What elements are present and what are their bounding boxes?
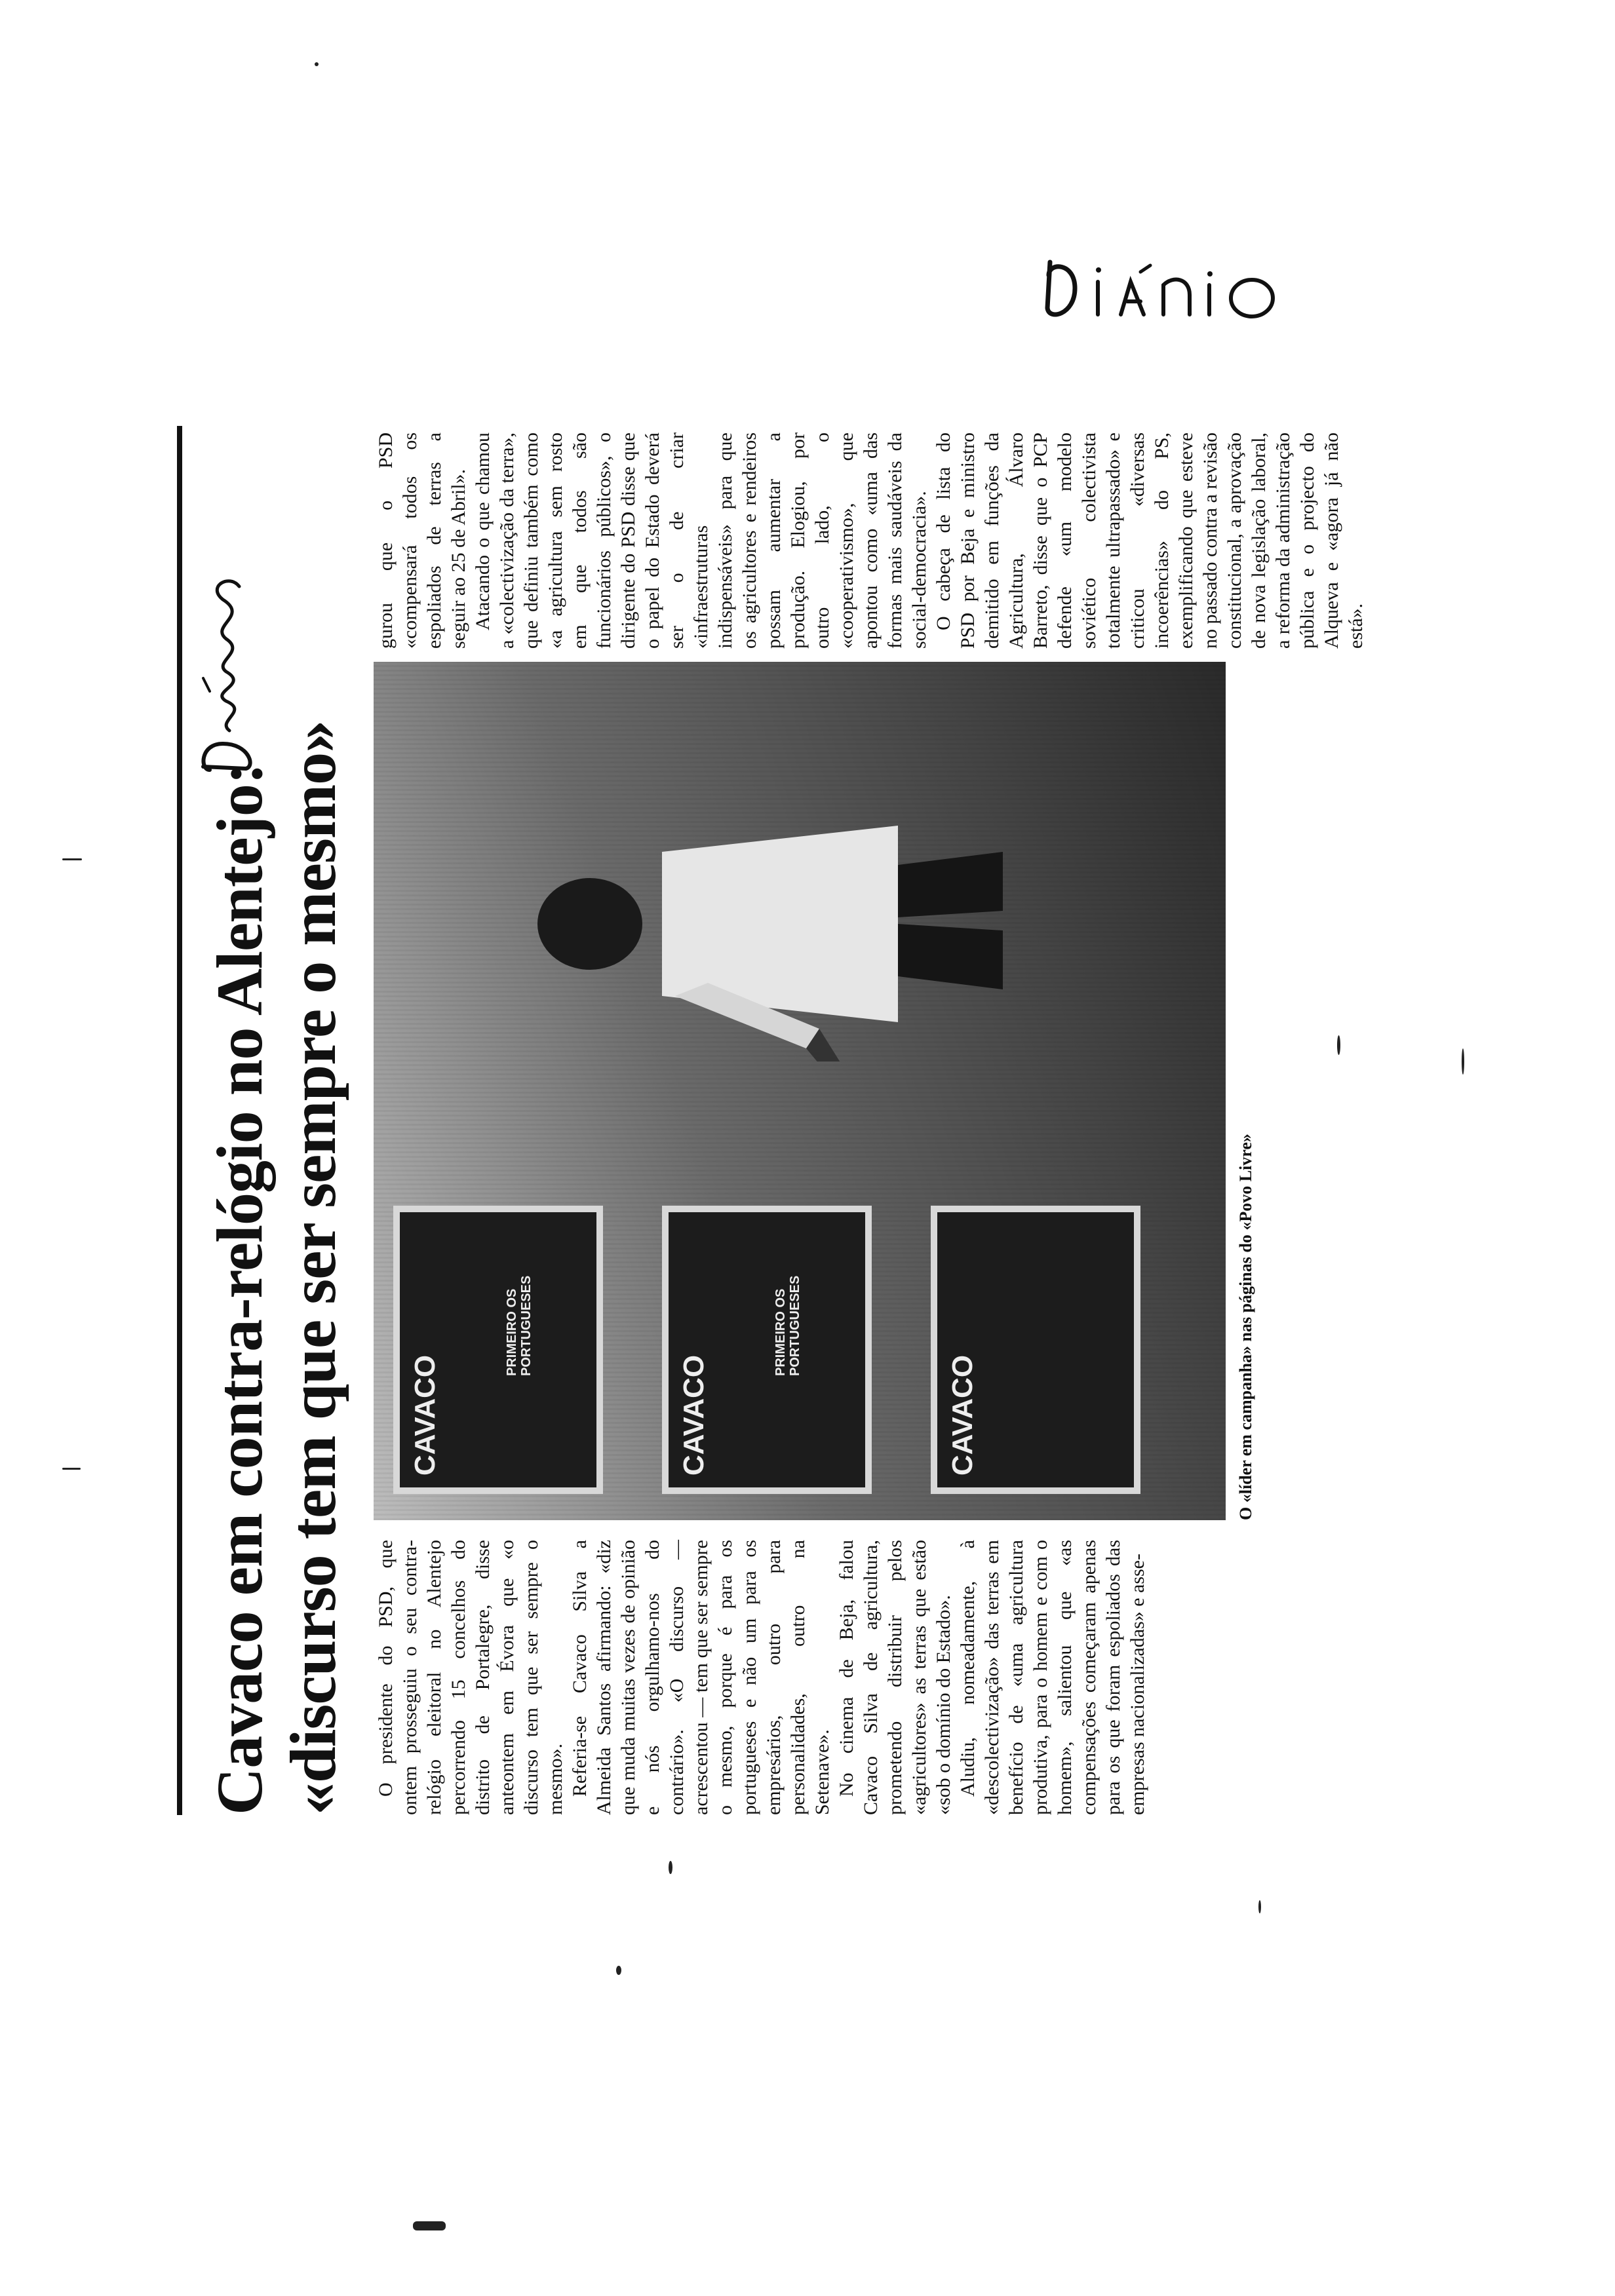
paragraph: Aludiu, nomeadamente, à «descolectivização» das terras em benefício de «uma agricultura produtiva, para o homem e com o homem», salientou que «as compensações começaram apenas para os que foram espoliados das empresas nacionalizadas» e asse- bbox=[957, 1540, 1148, 1815]
scan-speck bbox=[1258, 1900, 1261, 1913]
handwritten-note-diario bbox=[1036, 236, 1317, 347]
paragraph: gurou que o PSD «compensará todos os espoliados de terras a seguir ao 25 de Abril». bbox=[375, 432, 469, 649]
handwritten-annotation bbox=[190, 537, 275, 813]
paragraph: O cabeça de lista do PSD por Beja e ministro demitido em funções da Agricultura, Álvaro Barreto, disse que o PCP defende «um modelo soviético colectivista totalmente ultrapassado» e criticou «diversas incoerências» do PS, exemplificando que esteve no passado contra a revisão constitucional, a aprovação de nova legislação laboral, a reforma da administração pública e o projecto do Alqueva e «agora já não está». bbox=[933, 432, 1367, 649]
poster-title: CAVACO bbox=[409, 1354, 441, 1476]
poster-title: CAVACO bbox=[946, 1354, 979, 1476]
poster-subtitle: PRIMEIRO OS PORTUGUESES bbox=[773, 1275, 802, 1376]
campaign-poster bbox=[662, 1206, 872, 1494]
scan-speck bbox=[315, 62, 319, 66]
scan-speck bbox=[616, 1966, 621, 1975]
poster-title: CAVACO bbox=[678, 1354, 710, 1476]
article-column-1 bbox=[374, 1540, 1150, 1815]
scan-speck bbox=[413, 2221, 446, 2230]
top-rule bbox=[177, 426, 182, 1815]
campaign-poster bbox=[393, 1206, 603, 1494]
photo-caption: O «líder em campanha» nas páginas do «Povo Livre» bbox=[1236, 1134, 1255, 1520]
scan-speck bbox=[62, 858, 82, 860]
poster-subtitle: PRIMEIRO OS PORTUGUESES bbox=[505, 1275, 534, 1376]
paragraph: O presidente do PSD, que ontem prosseguiu o seu contra-relógio eleitoral no Alentejo percorrendo 15 concelhos do distrito de Portalegre, disse anteontem em Évora que «o discurso tem que ser sempre o mesmo». bbox=[375, 1540, 566, 1815]
scan-speck bbox=[62, 1468, 81, 1470]
headline-line-2: «discurso tem que ser sempre o mesmo» bbox=[277, 720, 349, 1815]
headline-line-1: Cavaco em contra-relógio no Alentejo: bbox=[203, 763, 276, 1815]
person-figure bbox=[531, 786, 1003, 1062]
scan-speck bbox=[1462, 1048, 1464, 1075]
paragraph: No cinema de Beja, falou Cavaco Silva de agricultura, prometendo distribuir pelos «agricultores» as terras que estão «sob o domínio do Estado». bbox=[836, 1540, 954, 1815]
news-photo bbox=[374, 662, 1226, 1520]
paragraph: Atacando o que chamou a «colectivização da terra», que definiu também como «a agricultura sem rosto em que todos são funcionários públicos», o dirigente do PSD disse que o papel do Estado deverá ser o de criar «infraestruturas indispensáveis» para que os agricultores e rendeiros possam aumentar a produção. Elogiou, por outro lado, o «cooperativismo», que apontou como «uma das formas mais saudáveis da social-democracia». bbox=[472, 432, 930, 649]
paragraph: Referia-se Cavaco Silva a Almeida Santos afirmando: «diz que muda muitas vezes de opinião e nós orgulhamo-nos do contrário». «O discurso — acrescentou — tem que ser sempre o mesmo, porque é para os portugueses e não um para os empresários, outro para personalidades, outro na Setenave». bbox=[569, 1540, 833, 1815]
campaign-poster bbox=[931, 1206, 1140, 1494]
newspaper-clipping bbox=[177, 419, 1367, 1900]
article-column-2 bbox=[374, 432, 1368, 649]
